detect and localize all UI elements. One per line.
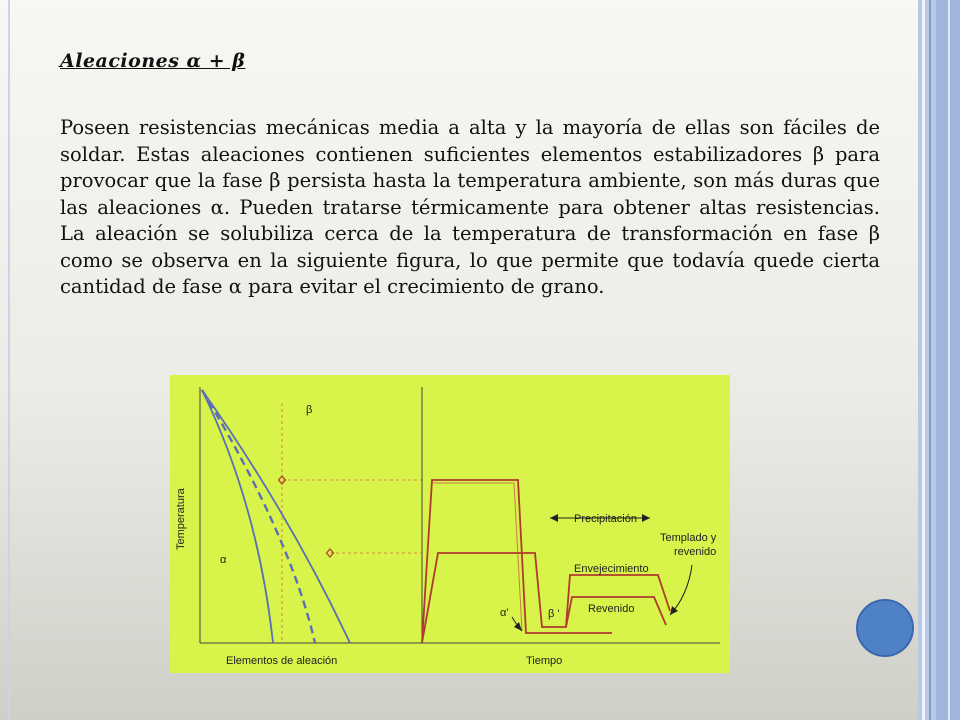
- label-revenido: Revenido: [588, 603, 635, 615]
- label-beta-prime: β ': [548, 608, 560, 620]
- label-alpha: α: [220, 554, 227, 566]
- left-ylabel: Temperatura: [175, 488, 187, 550]
- label-revenido-line2: revenido: [674, 546, 717, 558]
- right-decorative-bar: [918, 0, 960, 720]
- label-envejecimiento: Envejecimiento: [574, 563, 649, 575]
- label-templado: Templado y: [660, 532, 717, 544]
- label-alpha-prime: α': [500, 607, 509, 619]
- decorative-circle: [856, 599, 914, 657]
- figure-background: [170, 375, 730, 673]
- phase-diagram-figure: [170, 375, 730, 673]
- label-beta: β: [306, 404, 313, 416]
- slide-title: Aleaciones α + β: [60, 50, 246, 72]
- left-rule: [8, 0, 10, 720]
- label-precipitacion: Precipitación: [574, 513, 637, 525]
- left-xlabel: Elementos de aleación: [226, 655, 338, 667]
- slide-paragraph: Poseen resistencias mecánicas media a alta y la mayoría de ellas son fáciles de soldar. Estas aleaciones contienen suficientes elementos estabilizadores β para provocar que la fase β persista hasta la temperatura ambiente, son más duras que las aleaciones α. Pueden tratarse térmicamente para obtener altas resistencias. La aleación se solubiliza cerca de la temperatura de transformación en fase β como se observa en la siguiente figura, lo que permite que todavía quede cierta cantidad de fase α para evitar el crecimiento de grano.: [60, 116, 880, 298]
- phase-diagram-svg: [170, 375, 730, 673]
- right-xlabel: Tiempo: [526, 655, 563, 667]
